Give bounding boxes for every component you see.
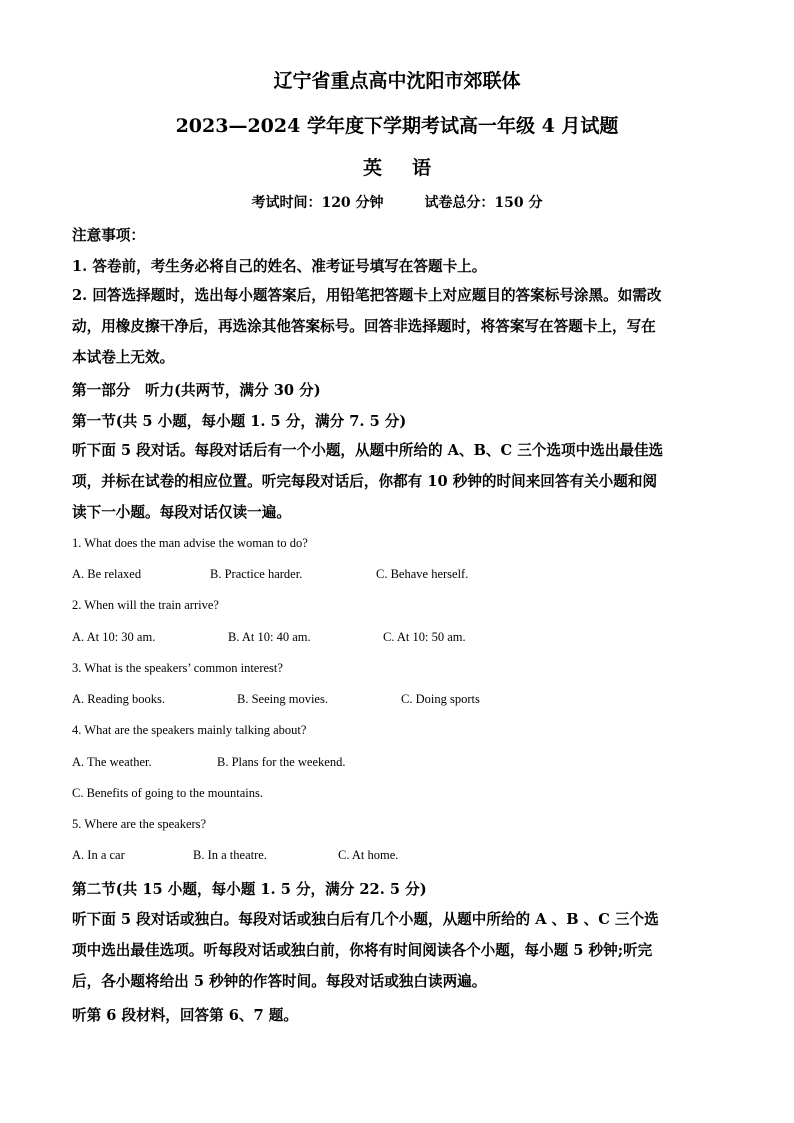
question-3-option-c: C. Doing sports <box>401 692 480 706</box>
notice-heading: 注意事项： <box>72 227 145 244</box>
question-3-text: 3. What is the speakers’ common interest? <box>72 661 283 675</box>
question-4-option-c: C. Benefits of going to the mountains. <box>72 786 263 800</box>
instruction-line: 听下面 5 段对话。每段对话后有一个小题，从题中所给的 A、B、C 三个选项中选出最佳选 <box>72 442 664 459</box>
section2-heading: 第二节(共 15 小题，每小题 1. 5 分，满分 22. 5 分) <box>72 881 427 898</box>
question-2-option-c: C. At 10: 50 am. <box>383 630 466 644</box>
instruction-line: 后，各小题将给出 5 秒钟的作答时间。每段对话或独白读两遍。 <box>72 973 487 990</box>
notice-item-2 <box>72 280 722 373</box>
question-5-option-c: C. At home. <box>338 848 399 862</box>
question-2-option-a: A. At 10: 30 am. <box>72 630 156 644</box>
notice-item-1: 1. 答卷前，考生务必将自己的姓名、准考证号填写在答题卡上。 <box>72 258 487 275</box>
section2-instructions <box>72 904 722 997</box>
instruction-line: 项中选出最佳选项。听每段对话或独白前，你将有时间阅读各个小题，每小题 5 秒钟;听完 <box>72 942 653 959</box>
question-4-option-a: A. The weather. <box>72 755 152 769</box>
question-4-option-b: B. Plans for the weekend. <box>217 755 346 769</box>
instruction-line: 听下面 5 段对话或独白。每段对话或独白后有几个小题，从题中所给的 A 、B 、C 三个选 <box>72 911 659 928</box>
question-5-option-a: A. In a car <box>72 848 125 862</box>
exam-total-score: 试卷总分：150 分 <box>424 195 543 211</box>
question-1-option-b: B. Practice harder. <box>210 567 303 581</box>
instruction-line: 项，并标在试卷的相应位置。听完每段对话后，你都有 10 秒钟的时间来回答有关小题和阅 <box>72 473 658 490</box>
notice-item-2-line: 动，用橡皮擦干净后，再选涂其他答案标号。回答非选择题时，将答案写在答题卡上，写在 <box>72 318 656 335</box>
section1-instructions <box>72 435 722 528</box>
material-6-heading: 听第 6 段材料，回答第 6、7 题。 <box>72 1007 298 1024</box>
exam-meta <box>0 192 794 212</box>
question-3-option-a: A. Reading books. <box>72 692 166 706</box>
question-2-text: 2. When will the train arrive? <box>72 598 219 612</box>
exam-title-line2: 2023—2024 学年度下学期考试高一年级 4 月试题 <box>175 115 619 137</box>
question-1-text: 1. What does the man advise the woman to do? <box>72 536 308 550</box>
question-2-option-b: B. At 10: 40 am. <box>228 630 311 644</box>
notice-item-2-line: 2. 回答选择题时，选出每小题答案后，用铅笔把答题卡上对应题目的答案标号涂黑。如需改 <box>72 287 662 304</box>
question-3-option-b: B. Seeing movies. <box>237 692 328 706</box>
section1-heading: 第一节(共 5 小题，每小题 1. 5 分，满分 7. 5 分) <box>72 413 407 430</box>
exam-title-line1: 辽宁省重点高中沈阳市郊联体 <box>273 70 521 92</box>
question-5-option-b: B. In a theatre. <box>193 848 267 862</box>
question-4-text: 4. What are the speakers mainly talking about? <box>72 723 307 737</box>
question-1-option-a: A. Be relaxed <box>72 567 142 581</box>
part1-heading: 第一部分 听力(共两节，满分 30 分) <box>72 382 321 399</box>
subject-title: 英语 <box>362 157 461 179</box>
question-1-option-c: C. Behave herself. <box>376 567 469 581</box>
exam-time: 考试时间：120 分钟 <box>251 195 384 211</box>
instruction-line: 读下一小题。每段对话仅读一遍。 <box>72 504 291 521</box>
question-5-text: 5. Where are the speakers? <box>72 817 207 831</box>
notice-item-2-line: 本试卷上无效。 <box>72 349 175 366</box>
